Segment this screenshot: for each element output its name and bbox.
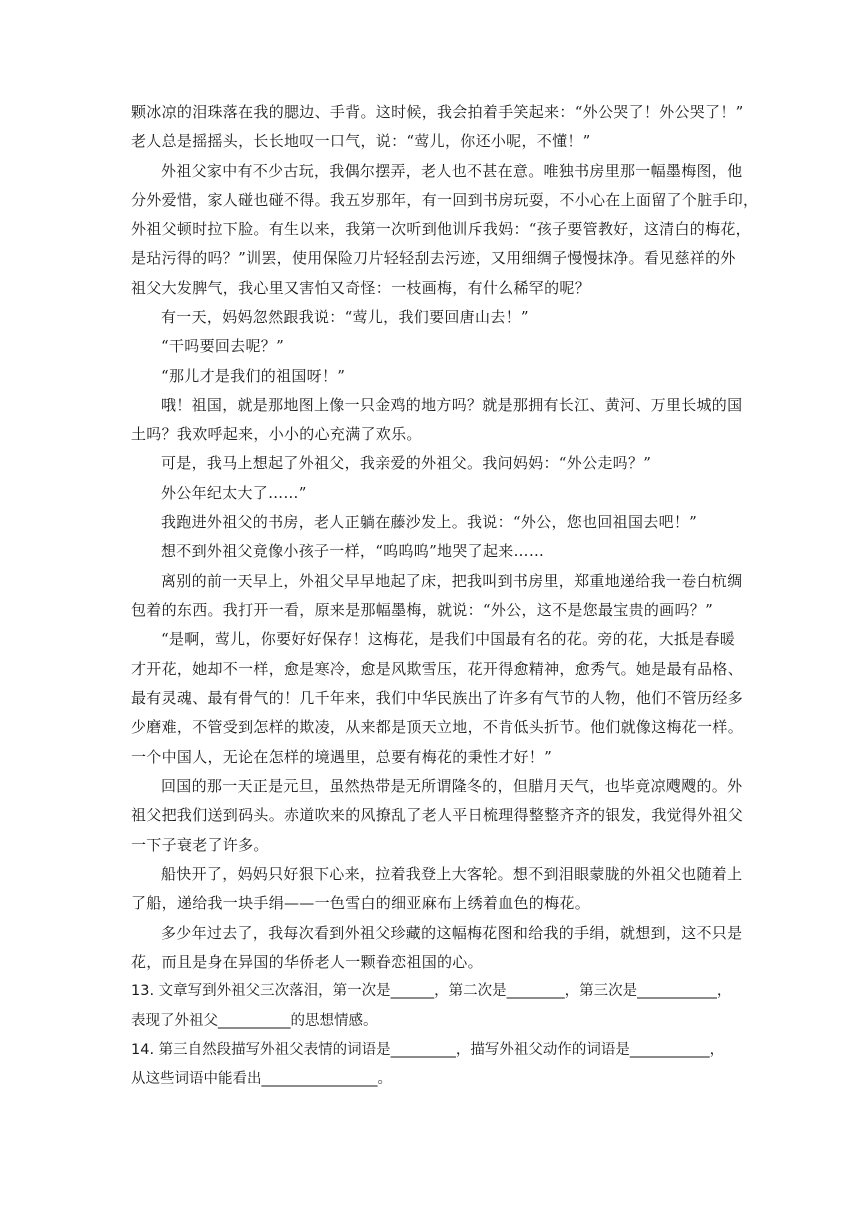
paragraph-line: “那儿才是我们的祖国呀！”	[161, 367, 346, 385]
paragraph-line: 回国的那一天正是元旦，虽然热带是无所谓隆冬的，但腊月天气，也毕竟凉飕飕的。外	[161, 777, 743, 795]
paragraph-line: 多少年过去了，我每次看到外祖父珍藏的这幅梅花图和给我的手绢，就想到，这不只是	[161, 924, 743, 942]
question-14-line-2: 从这些词语中能看出________________。	[131, 1071, 392, 1087]
question-13-line-2: 表现了外祖父__________的思想情感。	[131, 1013, 378, 1029]
paragraph-line: 祖父把我们送到码头。赤道吹来的风撩乱了老人平日梳理得整整齐齐的银发，我觉得外祖父	[131, 806, 744, 824]
paragraph-line: 了船，递给我一块手绢——一色雪白的细亚麻布上绣着血色的梅花。	[131, 894, 591, 912]
paragraph-line: “干吗要回去呢？”	[161, 337, 285, 355]
paragraph-line: 外祖父家中有不少古玩，我偶尔摆弄，老人也不甚在意。唯独书房里那一幅墨梅图，他	[161, 162, 743, 180]
paragraph-line: 分外爱惜，家人碰也碰不得。我五岁那年，有一回到书房玩耍，不小心在上面留了个脏手印，	[131, 191, 759, 209]
question-13-line-1: 13. 文章写到外祖父三次落泪，第一次是______，第二次是________，第三次是___________，	[131, 983, 732, 999]
paragraph-line: 有一天，妈妈忽然跟我说：“莺儿，我们要回唐山去！”	[161, 308, 529, 326]
paragraph-line: 可是，我马上想起了外祖父，我亲爱的外祖父。我问妈妈：“外公走吗？”	[161, 454, 652, 472]
paragraph-line: 包着的东西。我打开一看，原来是那幅墨梅，就说：“外公，这不是您最宝贵的画吗？”	[131, 601, 714, 619]
paragraph-line: 想不到外祖父竟像小孩子一样，“呜呜呜”地哭了起来……	[161, 542, 545, 560]
paragraph-line: 土吗？我欢呼起来，小小的心充满了欢乐。	[131, 425, 422, 443]
paragraph-line: 一个中国人，无论在怎样的境遇里，总要有梅花的秉性才好！”	[131, 748, 553, 766]
question-14-line-1: 14. 第三自然段描写外祖父表情的词语是_________，描写外祖父动作的词语是___________，	[131, 1042, 725, 1058]
paragraph-line: 花，而且是身在异国的华侨老人一颗眷恋祖国的心。	[131, 953, 483, 971]
paragraph-line: “是啊，莺儿，你要好好保存！这梅花，是我们中国最有名的花。旁的花，大抵是春暖	[161, 630, 736, 648]
paragraph-line: 离别的前一天早上，外祖父早早地起了床，把我叫到书房里，郑重地递给我一卷白杭绸	[161, 572, 743, 590]
paragraph-line: 外公年纪太大了……”	[161, 484, 307, 502]
paragraph-line: 老人总是摇摇头，长长地叹一口气，说：“莺儿，你还小呢，不懂！”	[131, 132, 591, 150]
paragraph-line: 少磨难，不管受到怎样的欺凌，从来都是顶天立地，不肯低头折节。他们就像这梅花一样。	[131, 718, 744, 736]
paragraph-line: 我跑进外祖父的书房，老人正躺在藤沙发上。我说：“外公，您也回祖国去吧！”	[161, 513, 698, 531]
paragraph-line: 才开花，她却不一样，愈是寒冷，愈是风欺雪压，花开得愈精神，愈秀气。她是最有品格、	[131, 660, 744, 678]
paragraph-line: 船快开了，妈妈只好狠下心来，拉着我登上大客轮。想不到泪眼蒙胧的外祖父也随着上	[161, 865, 743, 883]
paragraph-line: 颗冰凉的泪珠落在我的腮边、手背。这时候，我会拍着手笑起来：“外公哭了！外公哭了！”	[131, 103, 744, 121]
paragraph-line: 是玷污得的吗？”训罢，使用保险刀片轻轻刮去污迹，又用细绸子慢慢抹净。看见慈祥的外	[131, 249, 736, 267]
paragraph-line: 哦！祖国，就是那地图上像一只金鸡的地方吗？就是那拥有长江、黄河、万里长城的国	[161, 396, 743, 414]
paragraph-line: 外祖父顿时拉下脸。有生以来，我第一次听到他训斥我妈：“孩子要管教好，这清白的梅花，	[131, 220, 751, 238]
paragraph-line: 一下子衰老了许多。	[131, 836, 269, 854]
paragraph-line: 祖父大发脾气，我心里又害怕又奇怪：一枝画梅，有什么稀罕的呢？	[131, 279, 591, 297]
paragraph-line: 最有灵魂、最有骨气的！几千年来，我们中华民族出了许多有气节的人物，他们不管历经多	[131, 689, 744, 707]
